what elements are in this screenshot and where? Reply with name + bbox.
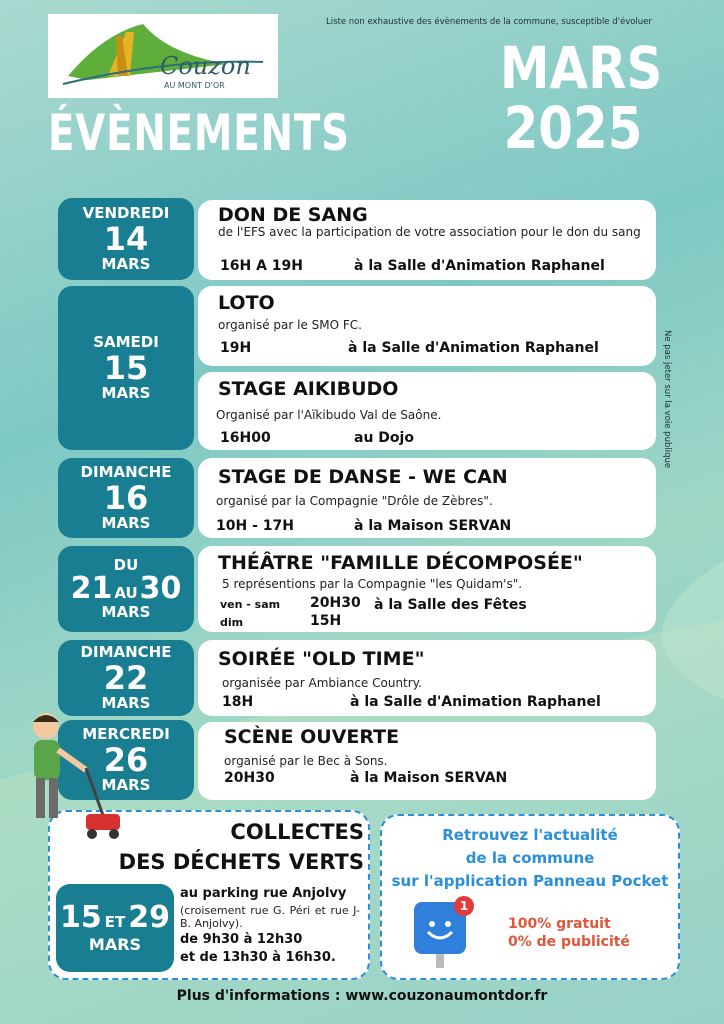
- date-box-21-30: DU 21 AU 30 MARS: [58, 546, 194, 632]
- event-card-aikibudo: [198, 372, 656, 450]
- event-desc: 5 représentions par la Compagnie "les Quidam's".: [222, 577, 523, 591]
- event-desc: organisé par le Bec à Sons.: [224, 754, 388, 768]
- event-time: 16H A 19H: [220, 258, 303, 274]
- gardener-illustration: [16, 708, 126, 844]
- collectes-date-box: 15 ET 29 MARS: [56, 884, 174, 972]
- event-title: STAGE AIKIBUDO: [218, 378, 399, 400]
- event-time: 10H - 17H: [216, 518, 294, 534]
- event-card-theatre: [198, 546, 656, 632]
- date-box-14: VENDREDI 14 MARS: [58, 198, 194, 280]
- collectes-place: au parking rue Anjolvy: [180, 886, 347, 901]
- logo-name: Couzon: [160, 52, 251, 80]
- event-place: à la Salle d'Animation Raphanel: [348, 340, 599, 356]
- logo-subtitle: AU MONT D'OR: [164, 81, 225, 90]
- event-desc: Organisé par l'Aïkibudo Val de Saône.: [216, 408, 442, 422]
- event-place: à la Salle d'Animation Raphanel: [354, 258, 605, 274]
- event-place: au Dojo: [354, 430, 414, 446]
- collectes-hours-1: de 9h30 à 12h30: [180, 932, 303, 947]
- event-place: à la Maison SERVAN: [350, 770, 508, 786]
- event-desc: organisé par la Compagnie "Drôle de Zèbres".: [216, 494, 493, 508]
- event-title: DON DE SANG: [218, 204, 368, 226]
- collectes-hours-2: et de 13h30 à 16h30.: [180, 950, 336, 965]
- collectes-title-1: COLLECTES: [230, 820, 364, 844]
- month-label: MARS: [499, 34, 663, 102]
- event-time1: 20H30: [310, 595, 361, 611]
- event-time: 20H30: [224, 770, 275, 786]
- event-desc: de l'EFS avec la participation de votre association pour le don du sang: [218, 225, 641, 239]
- event-card-danse: [198, 458, 656, 538]
- month-title: [499, 34, 663, 162]
- collectes-title-2: DES DÉCHETS VERTS: [118, 850, 364, 874]
- event-title: STAGE DE DANSE - WE CAN: [218, 466, 508, 488]
- event-time: 16H00: [220, 430, 271, 446]
- date-box-22: DIMANCHE 22 MARS: [58, 640, 194, 716]
- year-label: 2025: [503, 94, 643, 162]
- app-box: [380, 814, 680, 980]
- disclaimer: Liste non exhaustive des évènements de la commune, susceptible d'évoluer: [326, 17, 652, 27]
- page-title: ÉVÈNEMENTS: [48, 104, 350, 162]
- date-box-26: MERCREDI 26 MARS: [58, 720, 194, 800]
- event-place: à la Maison SERVAN: [354, 518, 512, 534]
- event-day2: dim: [220, 616, 244, 629]
- side-note: Ne pas jeter sur la voie publique: [662, 330, 672, 469]
- app-free-1: 100% gratuit: [508, 916, 611, 932]
- collectes-detail: (croisement rue G. Péri et rue J-B. Anjolvy).: [180, 904, 360, 930]
- date-box-15: SAMEDI 15 MARS: [58, 286, 194, 450]
- event-day1: ven - sam: [220, 598, 281, 611]
- app-free-2: 0% de publicité: [508, 934, 630, 950]
- event-title: SCÈNE OUVERTE: [224, 726, 400, 748]
- event-card-old-time: [198, 640, 656, 716]
- event-card-scene-ouverte: [198, 722, 656, 800]
- event-desc: organisée par Ambiance Country.: [222, 676, 422, 690]
- event-card-don-de-sang: [198, 200, 656, 280]
- event-title: SOIRÉE "OLD TIME": [218, 648, 425, 670]
- event-time2: 15H: [310, 613, 342, 629]
- event-title: THÉÂTRE "FAMILLE DÉCOMPOSÉE": [218, 552, 583, 574]
- event-place: à la Salle d'Animation Raphanel: [350, 694, 601, 710]
- event-time: 19H: [220, 340, 252, 356]
- notification-badge: 1: [454, 896, 474, 916]
- app-text: Retrouvez l'actualité de la commune sur l'application Panneau Pocket: [391, 826, 669, 890]
- event-card-loto: [198, 286, 656, 366]
- event-place: à la Salle des Fêtes: [374, 597, 527, 613]
- couzon-logo: [48, 14, 278, 98]
- footer-website: Plus d'informations : www.couzonaumontdor.fr: [176, 988, 548, 1004]
- event-title: LOTO: [218, 292, 275, 314]
- event-time: 18H: [222, 694, 254, 710]
- date-box-16: DIMANCHE 16 MARS: [58, 458, 194, 538]
- event-desc: organisé par le SMO FC.: [218, 318, 362, 332]
